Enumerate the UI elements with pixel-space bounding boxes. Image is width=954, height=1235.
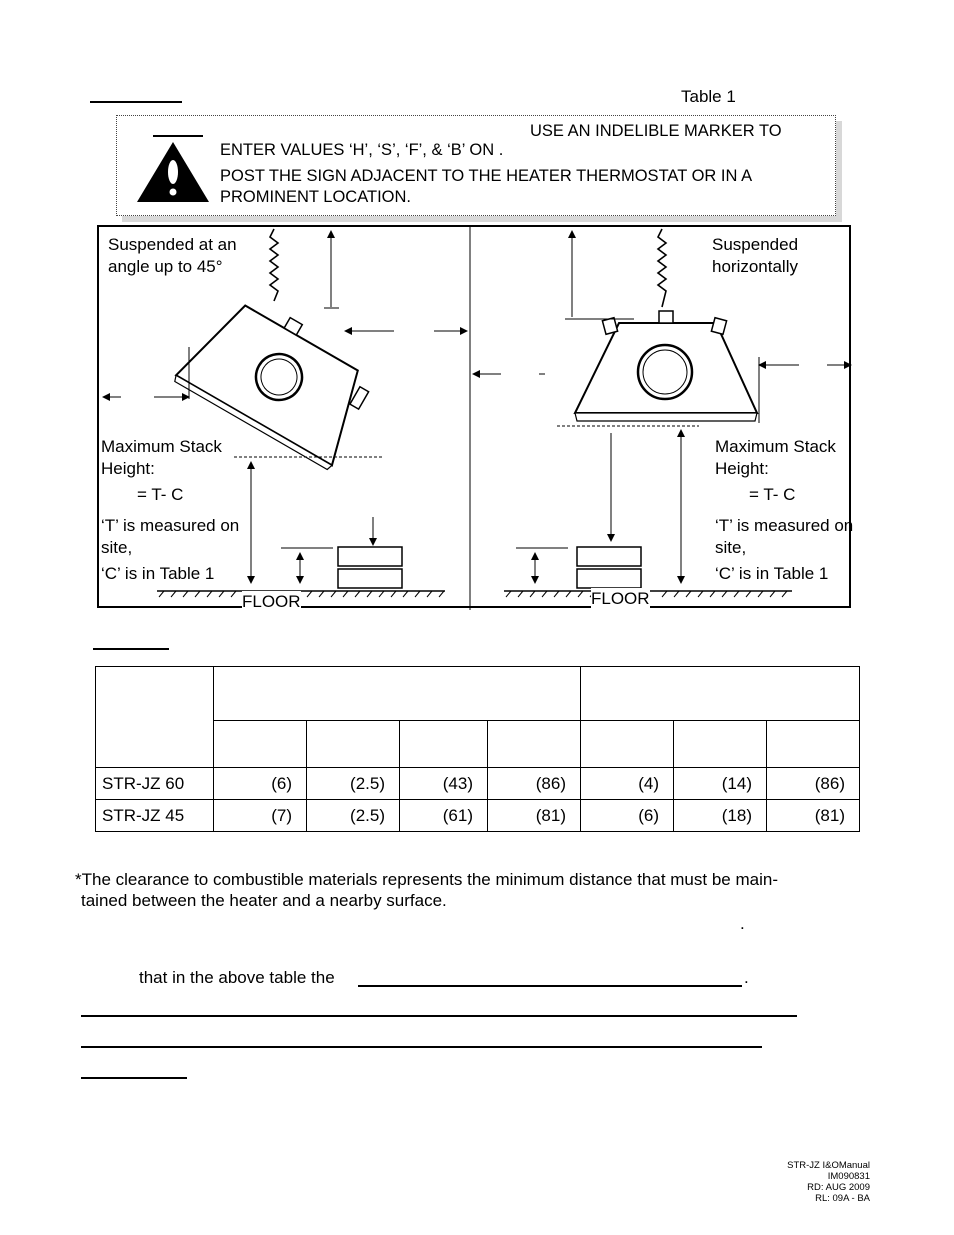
- blank-line-1: [358, 985, 742, 987]
- subheader-cell: [581, 720, 674, 767]
- header-cell-model: [96, 667, 214, 768]
- footer-line-1: STR-JZ I&OManual: [787, 1160, 870, 1171]
- that-line: that in the above table the: [139, 968, 335, 987]
- blank-line-4: [81, 1077, 187, 1079]
- value-cell: (2.5): [307, 768, 400, 800]
- subheader-cell: [307, 720, 400, 767]
- right-formula: = T- C: [749, 485, 796, 504]
- value-cell: (61): [400, 800, 488, 832]
- horizontal-heater-icon: [575, 311, 757, 421]
- footnote-line-2: tained between the heater and a nearby surface.: [81, 891, 447, 910]
- left-t-note: ‘T’ is measured on site,: [101, 516, 240, 557]
- header-group-2: [581, 667, 860, 721]
- value-cell: (6): [214, 768, 307, 800]
- blank-line-2: [81, 1015, 797, 1017]
- warning-line-3: POST THE SIGN ADJACENT TO THE HEATER THERMOSTAT OR IN A: [220, 167, 753, 185]
- value-cell: (86): [488, 768, 581, 800]
- right-floor-label: FLOOR: [591, 589, 650, 608]
- model-cell: STR-JZ 60: [96, 768, 214, 800]
- warning-line-4: PROMINENT LOCATION.: [220, 188, 411, 206]
- value-cell: (14): [674, 768, 767, 800]
- table-header-row: [96, 667, 860, 721]
- warning-box: [116, 115, 836, 216]
- footer-line-2: IM090831: [827, 1171, 870, 1182]
- subheader-cell: [767, 720, 860, 767]
- footnote-line-1: *The clearance to combustible materials represents the minimum distance that must be main-: [75, 870, 778, 889]
- right-stack-title: Maximum Stack Height:: [715, 437, 836, 478]
- right-c-note: ‘C’ is in Table 1: [715, 564, 829, 583]
- subheader-cell: [214, 720, 307, 767]
- document-footer: [787, 1160, 870, 1204]
- value-cell: (43): [400, 768, 488, 800]
- subheader-cell: [488, 720, 581, 767]
- value-cell: (7): [214, 800, 307, 832]
- value-cell: (81): [488, 800, 581, 832]
- value-cell: (2.5): [307, 800, 400, 832]
- right-mount-label: Suspended horizontally: [712, 235, 799, 276]
- value-cell: (86): [767, 768, 860, 800]
- table-row: [96, 768, 860, 800]
- value-cell: (4): [581, 768, 674, 800]
- table-heading-underline: [93, 648, 169, 650]
- stray-period: .: [740, 914, 745, 933]
- clearance-table: [95, 666, 860, 832]
- subheader-cell: [400, 720, 488, 767]
- model-cell: STR-JZ 45: [96, 800, 214, 832]
- table-row: [96, 800, 860, 832]
- right-t-note: ‘T’ is measured on site,: [715, 516, 854, 557]
- that-line-end: .: [744, 968, 749, 987]
- value-cell: (81): [767, 800, 860, 832]
- mounting-diagram: [97, 225, 854, 611]
- footer-line-3: RD: AUG 2009: [807, 1182, 870, 1193]
- value-cell: (18): [674, 800, 767, 832]
- value-cell: (6): [581, 800, 674, 832]
- left-c-note: ‘C’ is in Table 1: [101, 564, 215, 583]
- left-floor-label: FLOOR: [242, 592, 301, 611]
- left-formula: = T- C: [137, 485, 184, 504]
- warning-icon: [135, 132, 211, 204]
- warning-line-2: ENTER VALUES ‘H’, ‘S’, ‘F’, & ‘B’ ON .: [220, 141, 504, 159]
- left-mount-label: Suspended at an angle up to 45°: [108, 235, 237, 276]
- table-ref: Table 1: [681, 87, 736, 106]
- header-group-1: [214, 667, 581, 721]
- warning-line-1: USE AN INDELIBLE MARKER TO: [530, 122, 782, 140]
- left-stack-title: Maximum Stack Height:: [101, 437, 222, 478]
- footer-line-4: RL: 09A - BA: [815, 1193, 870, 1204]
- subheader-cell: [674, 720, 767, 767]
- blank-line-3: [81, 1046, 762, 1048]
- section-heading-underline: [90, 101, 182, 103]
